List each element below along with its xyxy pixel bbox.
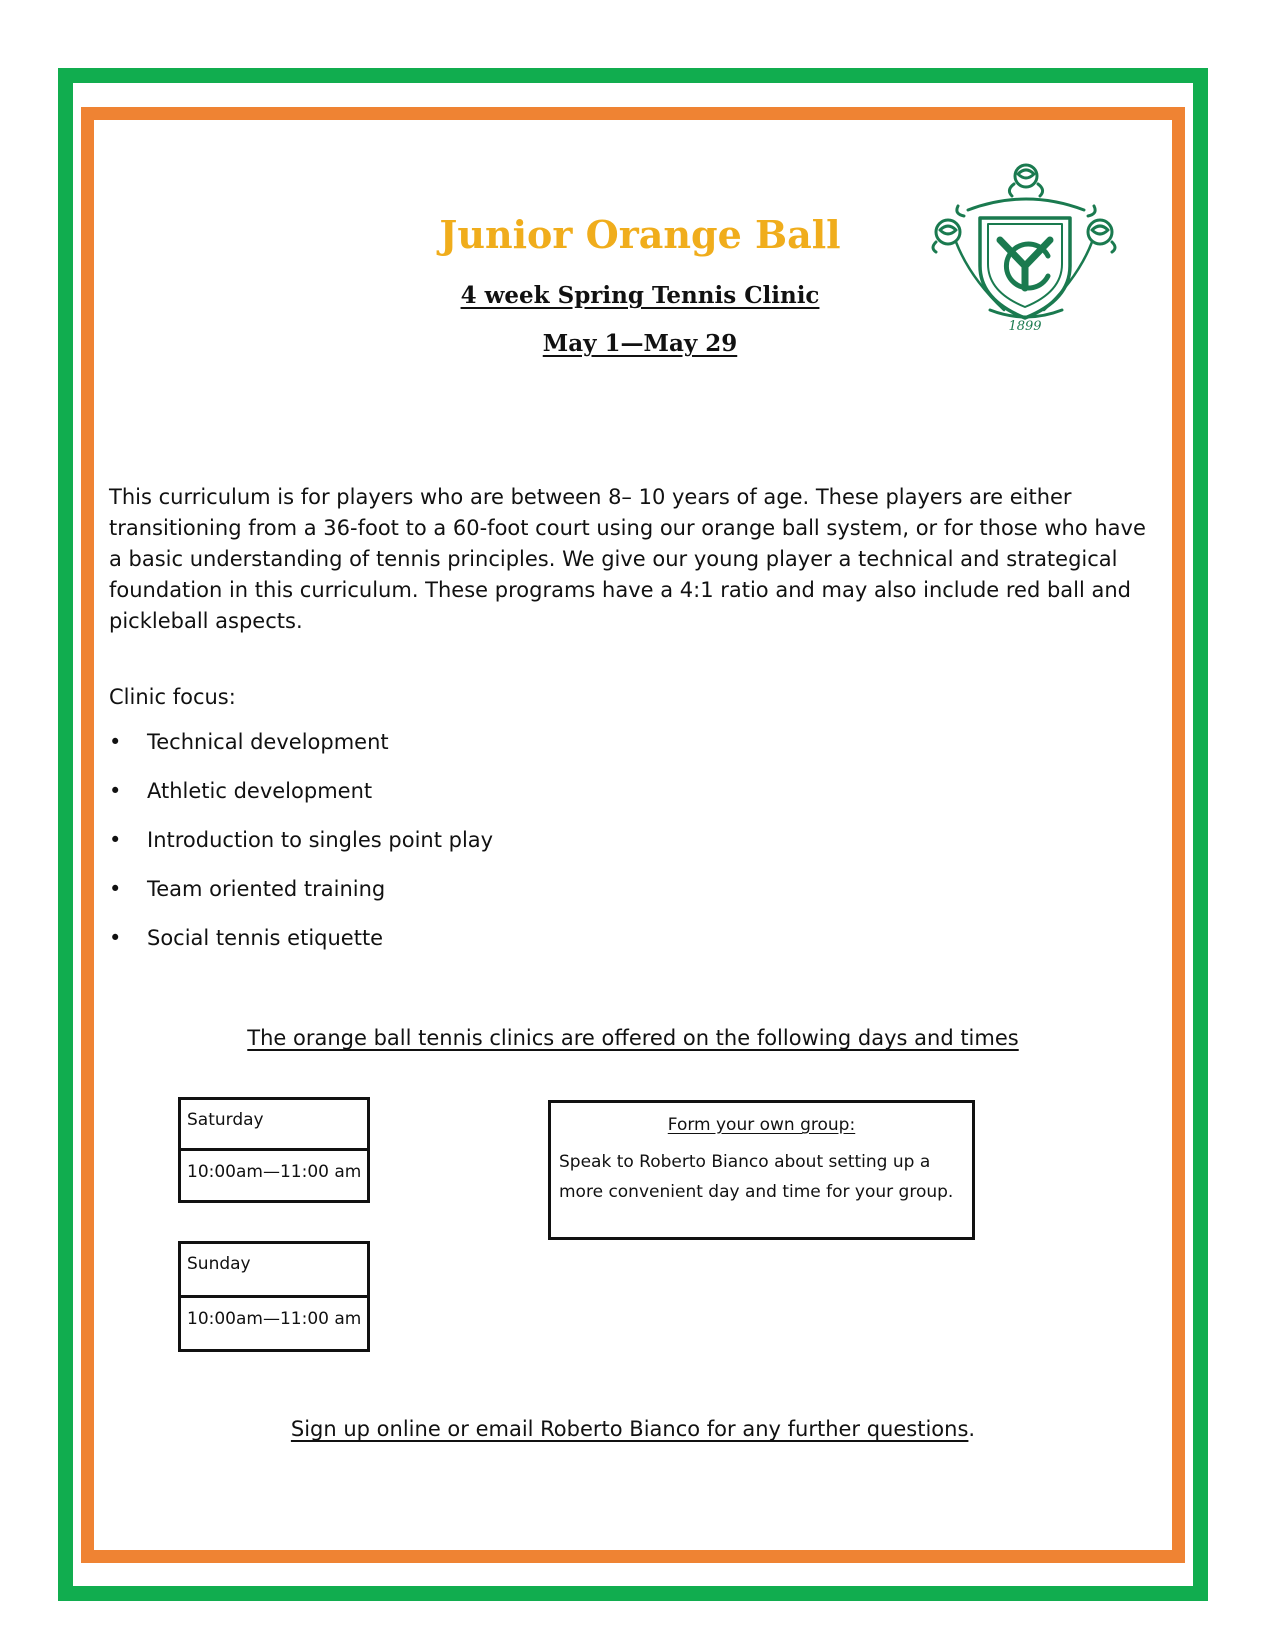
club-crest-icon <box>928 160 1123 335</box>
list-item: • Social tennis etiquette <box>109 923 493 972</box>
group-text: Speak to Roberto Bianco about setting up a more convenient day and time for your group. <box>559 1152 954 1202</box>
signup-suffix: . <box>968 1417 976 1441</box>
schedule-time: 10:00am—11:00 am <box>187 1309 362 1329</box>
schedule-box-sunday <box>178 1241 370 1352</box>
bullet-icon: • <box>109 926 122 950</box>
group-info-box <box>548 1100 975 1240</box>
schedule-time: 10:00am—11:00 am <box>187 1162 362 1182</box>
page-title: Junior Orange Ball <box>439 212 841 257</box>
schedule-heading: The orange ball tennis clinics are offered on the following days and times <box>247 1026 1019 1050</box>
intro-paragraph: This curriculum is for players who are between 8– 10 years of age. These players are either transitioning from a 36-foot to a 60-foot court using our orange ball system, or for those who have a basic understanding of tennis principles. We give our young player a technical and strategical foundation in this curriculum. These programs have a 4:1 ratio and may also include red ball and pickleball aspects. <box>109 485 1146 633</box>
clinic-dates: May 1—May 29 <box>542 330 738 357</box>
focus-list <box>109 727 493 972</box>
schedule-day: Saturday <box>181 1100 367 1151</box>
schedule-day: Sunday <box>181 1244 367 1298</box>
list-item: • Introduction to singles point play <box>109 825 493 874</box>
bullet-icon: • <box>109 779 122 803</box>
focus-label: Clinic focus: <box>109 685 236 709</box>
list-item: • Technical development <box>109 727 493 776</box>
list-item: • Athletic development <box>109 776 493 825</box>
bullet-icon: • <box>109 877 122 901</box>
signup-link[interactable]: Sign up online or email Roberto Bianco for any further questions <box>290 1417 969 1441</box>
list-item: • Team oriented training <box>109 874 493 923</box>
bullet-icon: • <box>109 828 122 852</box>
group-title: Form your own group: <box>667 1115 856 1135</box>
clinic-subtitle: 4 week Spring Tennis Clinic <box>460 282 820 309</box>
crest-year: 1899 <box>1008 319 1042 334</box>
bullet-icon: • <box>109 730 122 754</box>
signup-note <box>200 1417 1066 1441</box>
schedule-box-saturday <box>178 1097 370 1203</box>
